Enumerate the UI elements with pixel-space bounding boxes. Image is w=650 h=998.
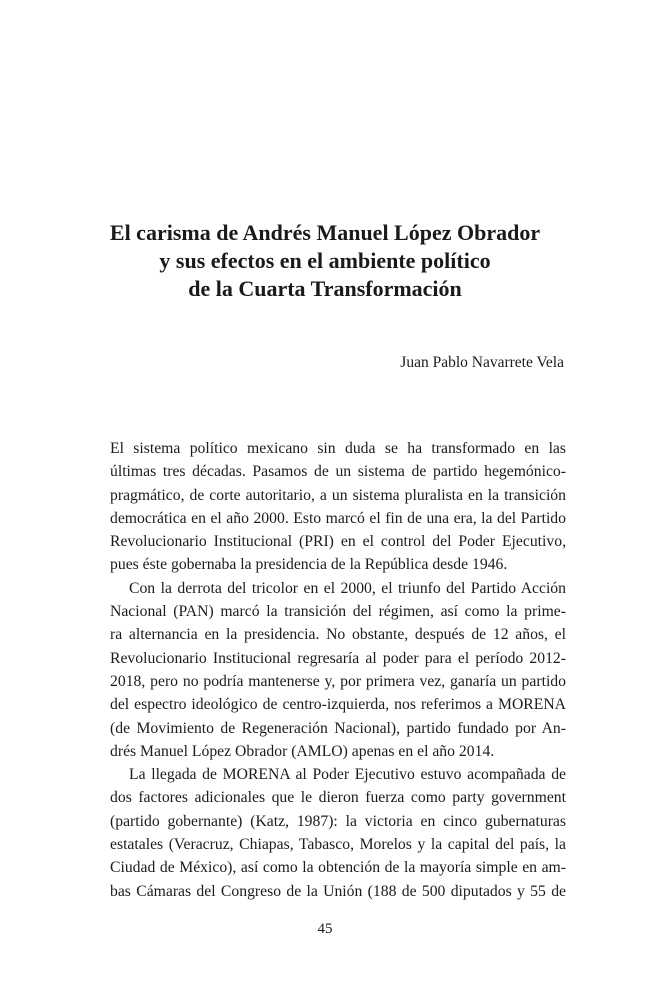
text-line: (de Movimiento de Regeneración Nacional), partido fundado por An-: [110, 719, 566, 737]
text-line: drés Manuel López Obrador (AMLO) apenas en el año 2014.: [110, 742, 495, 760]
text-line: bas Cámaras del Congreso de la Unión (188 de 500 diputados y 55 de: [110, 882, 566, 900]
text-line: democrática en el año 2000. Esto marcó el fin de una era, la del Partido: [110, 509, 566, 527]
paragraph: [110, 437, 566, 577]
text-line: pues éste gobernaba la presidencia de la República desde 1946.: [110, 556, 508, 574]
chapter-title: [0, 219, 650, 303]
paragraph: [110, 577, 566, 763]
text-line: La llegada de MORENA al Poder Ejecutivo estuvo acompañada de: [129, 766, 566, 784]
text-line: Ciudad de México), así como la obtención de la mayoría simple en am-: [110, 859, 566, 877]
paragraph: [110, 763, 566, 903]
text-line: Revolucionario Institucional regresaría al poder para el período 2012-: [110, 649, 566, 667]
chapter-title-line: y sus efectos en el ambiente político: [159, 248, 491, 273]
chapter-title-line: de la Cuarta Transformación: [188, 276, 462, 301]
text-line: ra alternancia en la presidencia. No obstante, después de 12 años, el: [110, 626, 566, 644]
text-line: Nacional (PAN) marcó la transición del régimen, así como la prime-: [110, 603, 566, 621]
text-line: dos factores adicionales que le dieron fuerza como party government: [110, 789, 566, 807]
text-line: Revolucionario Institucional (PRI) en el control del Poder Ejecutivo,: [110, 533, 566, 551]
text-line: pragmático, de corte autoritario, a un sistema pluralista en la transición: [110, 486, 566, 504]
text-line: El sistema político mexicano sin duda se ha transformado en las: [110, 440, 566, 457]
page-number: 45: [317, 921, 333, 937]
text-line: Con la derrota del tricolor en el 2000, el triunfo del Partido Acción: [129, 579, 566, 597]
text-line: estatales (Veracruz, Chiapas, Tabasco, Morelos y la capital del país, la: [110, 836, 566, 854]
text-line: últimas tres décadas. Pasamos de un sistema de partido hegemónico-: [110, 463, 566, 481]
text-line: del espectro ideológico de centro-izquierda, nos referimos a MORENA: [110, 696, 566, 714]
chapter-title-line: El carisma de Andrés Manuel López Obrador: [109, 220, 541, 245]
text-line: (partido gobernante) (Katz, 1987): la victoria en cinco gubernaturas: [110, 812, 566, 830]
text-line: 2018, pero no podría mantenerse y, por primera vez, ganaría un partido: [110, 672, 566, 690]
chapter-author: Juan Pablo Navarrete Vela: [400, 354, 564, 371]
body-text: [110, 437, 566, 903]
